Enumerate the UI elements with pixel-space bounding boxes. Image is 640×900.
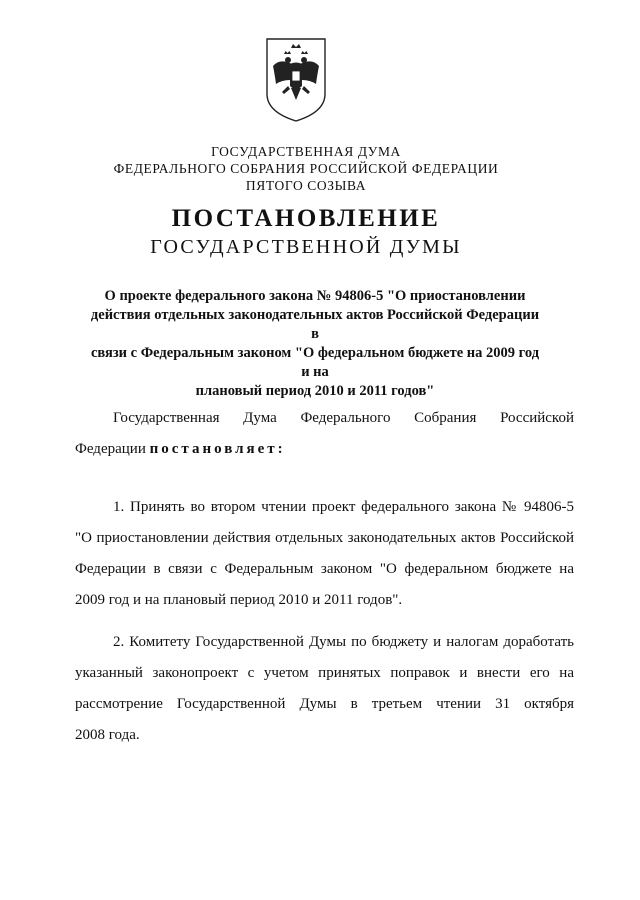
preamble-federation: Федерации	[75, 441, 150, 457]
item-2-line-2: указанный законопроект с учетом принятых поправок и внести его на	[75, 665, 574, 681]
item-2-line-1: 2. Комитету Государственной Думы по бюджету и налогам доработать	[113, 634, 574, 650]
item-1-line-4: 2009 год и на плановый период 2010 и 2011 годов".	[75, 592, 403, 608]
preamble-line-1: Государственная Дума Федерального Собрания Российской	[113, 410, 574, 426]
caption-line-1: О проекте федерального закона № 94806-5 "О приостановлении	[104, 288, 526, 304]
document-title: ПОСТАНОВЛЕНИЕ	[171, 205, 441, 232]
document-subtitle: ГОСУДАРСТВЕННОЙ ДУМЫ	[150, 236, 462, 258]
preamble-line-2	[75, 434, 574, 465]
caption-line-2: действия отдельных законодательных актов Российской Федерации в	[90, 307, 540, 342]
header-line-3: ПЯТОГО СОЗЫВА	[245, 178, 367, 193]
caption-line-4: плановый период 2010 и 2011 годов"	[195, 383, 435, 399]
document-caption	[90, 287, 540, 401]
item-2-paragraph	[75, 627, 574, 751]
item-1-paragraph	[75, 492, 574, 616]
preamble-decrees: постановляет:	[149, 441, 286, 457]
coat-of-arms-icon	[264, 36, 328, 124]
header-line-2: ФЕДЕРАЛЬНОГО СОБРАНИЯ РОССИЙСКОЙ ФЕДЕРАЦИИ	[113, 161, 499, 176]
header-line-1: ГОСУДАРСТВЕННАЯ ДУМА	[211, 144, 401, 159]
item-1-line-2: "О приостановлении действия отдельных законодательных актов Российской	[75, 530, 574, 546]
caption-line-3: связи с Федеральным законом "О федеральном бюджете на 2009 год и на	[90, 345, 540, 380]
item-1-line-1: 1. Принять во втором чтении проект федерального закона № 94806-5	[113, 499, 574, 515]
preamble-paragraph	[75, 403, 574, 465]
item-2-line-3: рассмотрение Государственной Думы в третьем чтении 31 октября	[75, 696, 574, 712]
item-1-line-3: Федерации в связи с Федеральным законом "О федеральном бюджете на	[75, 561, 574, 577]
item-2-line-4: 2008 года.	[75, 727, 140, 743]
